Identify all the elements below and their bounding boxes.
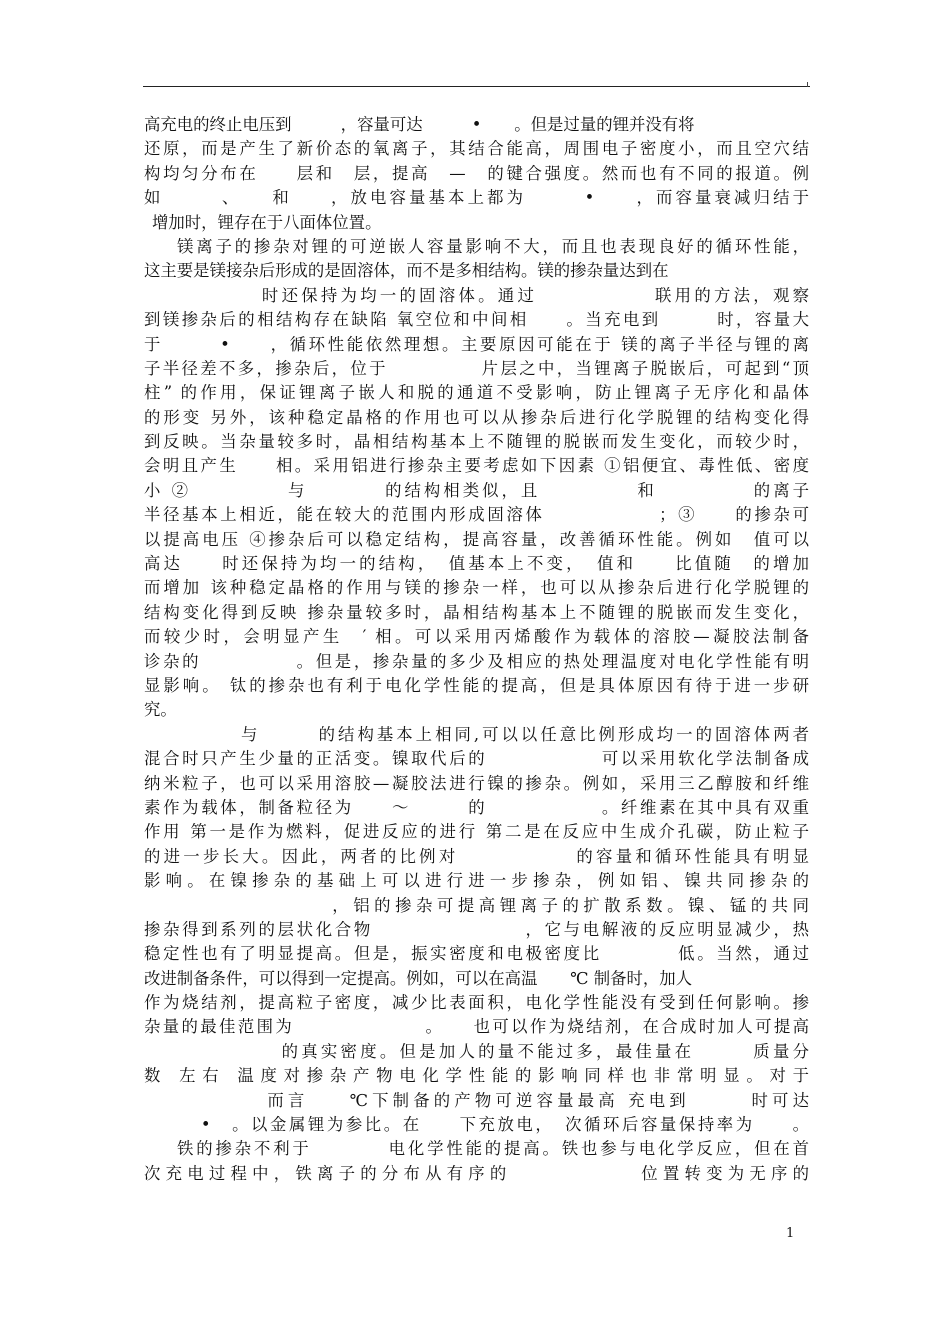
text-line: 小 ② 与 的结构相类似，且 和 的离子 [144,480,809,500]
header-rule-tick [807,82,808,87]
text-line: 诊杂的 。但是，掺杂量的多少及相应的热处理温度对电化学性能有明 [144,651,809,671]
text-line: 而较少时，会明显产生 ′ 相。可以采用丙烯酸作为载体的溶胶—凝胶法制备 [144,627,809,647]
text-line: 作用 第一是作为燃料，促进反应的进行 第二是在反应中生成介孔碳，防止粒子 [144,822,809,842]
text-line: 稳定性也有了明显提高。但是，振实密度和电极密度比 低。当然，通过 [144,944,809,964]
text-line: 与 的结构基本上相同,可以以任意比例形成均一的固溶体两者 [144,724,809,744]
text-line: 子半径差不多，掺杂后，位于 片层之中，当锂离子脱嵌后，可起到“顶 [144,358,809,378]
text-line: 到镁掺杂后的相结构存在缺陷 氧空位和中间相 。当充电到 时，容量大 [144,310,809,330]
text-line: 还原，而是产生了新价态的氧离子，其结合能高，周围电子密度小，而且空穴结 [144,139,809,159]
document-body [144,113,809,1186]
text-line: 影响。在镍掺杂的基础上可以进行进一步掺杂，例如铝、镍共同掺杂的 [144,871,809,891]
text-line: 次充电过程中，铁离子的分布从有序的 位置转变为无序的 [144,1163,809,1183]
text-line: 这主要是镁接杂后形成的是固溶体，而不是多相结构。镁的掺杂量达到在 [144,261,669,281]
text-line: 柱” 的作用，保证锂离子嵌人和脱的通道不受影响，防止锂离子无序化和晶体 [144,383,809,403]
text-line: 改进制备条件，可以得到一定提高。例如，可以在高温 ℃ 制备时，加人 [144,968,693,988]
text-line: 增加时，锂存在于八面体位置。 [152,212,382,232]
text-line: 镁离子的掺杂对锂的可逆嵌人容量影响不大，而且也表现良好的循环性能， [177,236,809,256]
text-line: 结构变化得到反映 掺杂量较多时，晶相结构基本上不随锂的脱嵌而发生变化， [144,602,809,622]
text-line: 掺杂得到系列的层状化合物 ，它与电解液的反应明显减少，热 [144,919,809,939]
text-line: 的形变 另外，该种稳定晶格的作用也可以从掺杂后进行化学脱锂的结构变化得 [144,407,809,427]
text-line: 如 、 和 ，放电容量基本上都为 • ，而容量衰减归结于 [144,188,809,208]
header-rule [143,86,810,87]
text-line: 时还保持为均一的固溶体。通过 联用的方法，观察 [144,285,809,305]
text-line: 高充电的终止电压到 ，容量可达 • 。但是过量的锂并没有将 [144,115,695,134]
page-number: 1 [786,1226,795,1241]
text-line: 数 左右 温度对掺杂产物电化学性能的影响同样也非常明显。对于 [144,1066,809,1086]
text-line: 究。 [144,700,177,720]
text-line: 显影响。 钛的掺杂也有利于电化学性能的提高，但是具体原因有待于进一步研 [144,675,809,695]
text-line: • 。以金属锂为参比。在 下充放电， 次循环后容量保持率为 。 [144,1115,809,1135]
text-line: 纳米粒子，也可以采用溶胶—凝胶法进行镍的掺杂。例如，采用三乙醇胺和纤维 [144,773,809,793]
text-line: 构均匀分布在 层和 层，提高 — 的键合强度。然而也有不同的报道。例 [144,163,809,183]
text-line: 半径基本上相近，能在较大的范围内形成固溶体 ；③ 的掺杂可 [144,505,809,525]
text-line: 的进一步长大。因此，两者的比例对 的容量和循环性能具有明显 [144,846,809,866]
text-line: 而增加 该种稳定晶格的作用与镁的掺杂一样，也可以从掺杂后进行化学脱锂的 [144,578,809,598]
text-line: 高达 时还保持为均一的结构， 值基本上不变， 值和 比值随 的增加 [144,554,809,574]
text-line: 铁的掺杂不利于 电化学性能的提高。铁也参与电化学反应，但在首 [177,1139,809,1159]
text-line: 的真实密度。但是加人的量不能过多，最佳量在 质量分 [144,1041,809,1061]
text-line: 杂量的最佳范围为 。 也可以作为烧结剂，在合成时加人可提高 [144,1017,809,1037]
text-line: 到反映。当杂量较多时，晶相结构基本上不随锂的脱嵌而发生变化，而较少时， [144,432,809,452]
text-line: 混合时只产生少量的正活变。镍取代后的 可以采用软化学法制备成 [144,749,809,769]
text-line: ，铝的掺杂可提高锂离子的扩散系数。镍、锰的共同 [144,895,809,915]
text-line: 作为烧结剂，提高粒子密度，减少比表面积，电化学性能没有受到任何影响。掺 [144,993,809,1013]
text-line: 于 • ，循环性能依然理想。主要原因可能在于 镁的离子半径与锂的离 [144,334,809,354]
text-line: 素作为载体，制备粒径为 ～ 的 。纤维素在其中具有双重 [144,797,809,817]
text-line: 而言 ℃下制备的产物可逆容量最高 充电到 时可达 [144,1090,809,1110]
text-line: 会明且产生 相。采用铝进行掺杂主要考虑如下因素 ①铝便宜、毒性低、密度 [144,456,809,476]
text-line: 以提高电压 ④掺杂后可以稳定结构，提高容量，改善循环性能。例如 值可以 [144,529,809,549]
